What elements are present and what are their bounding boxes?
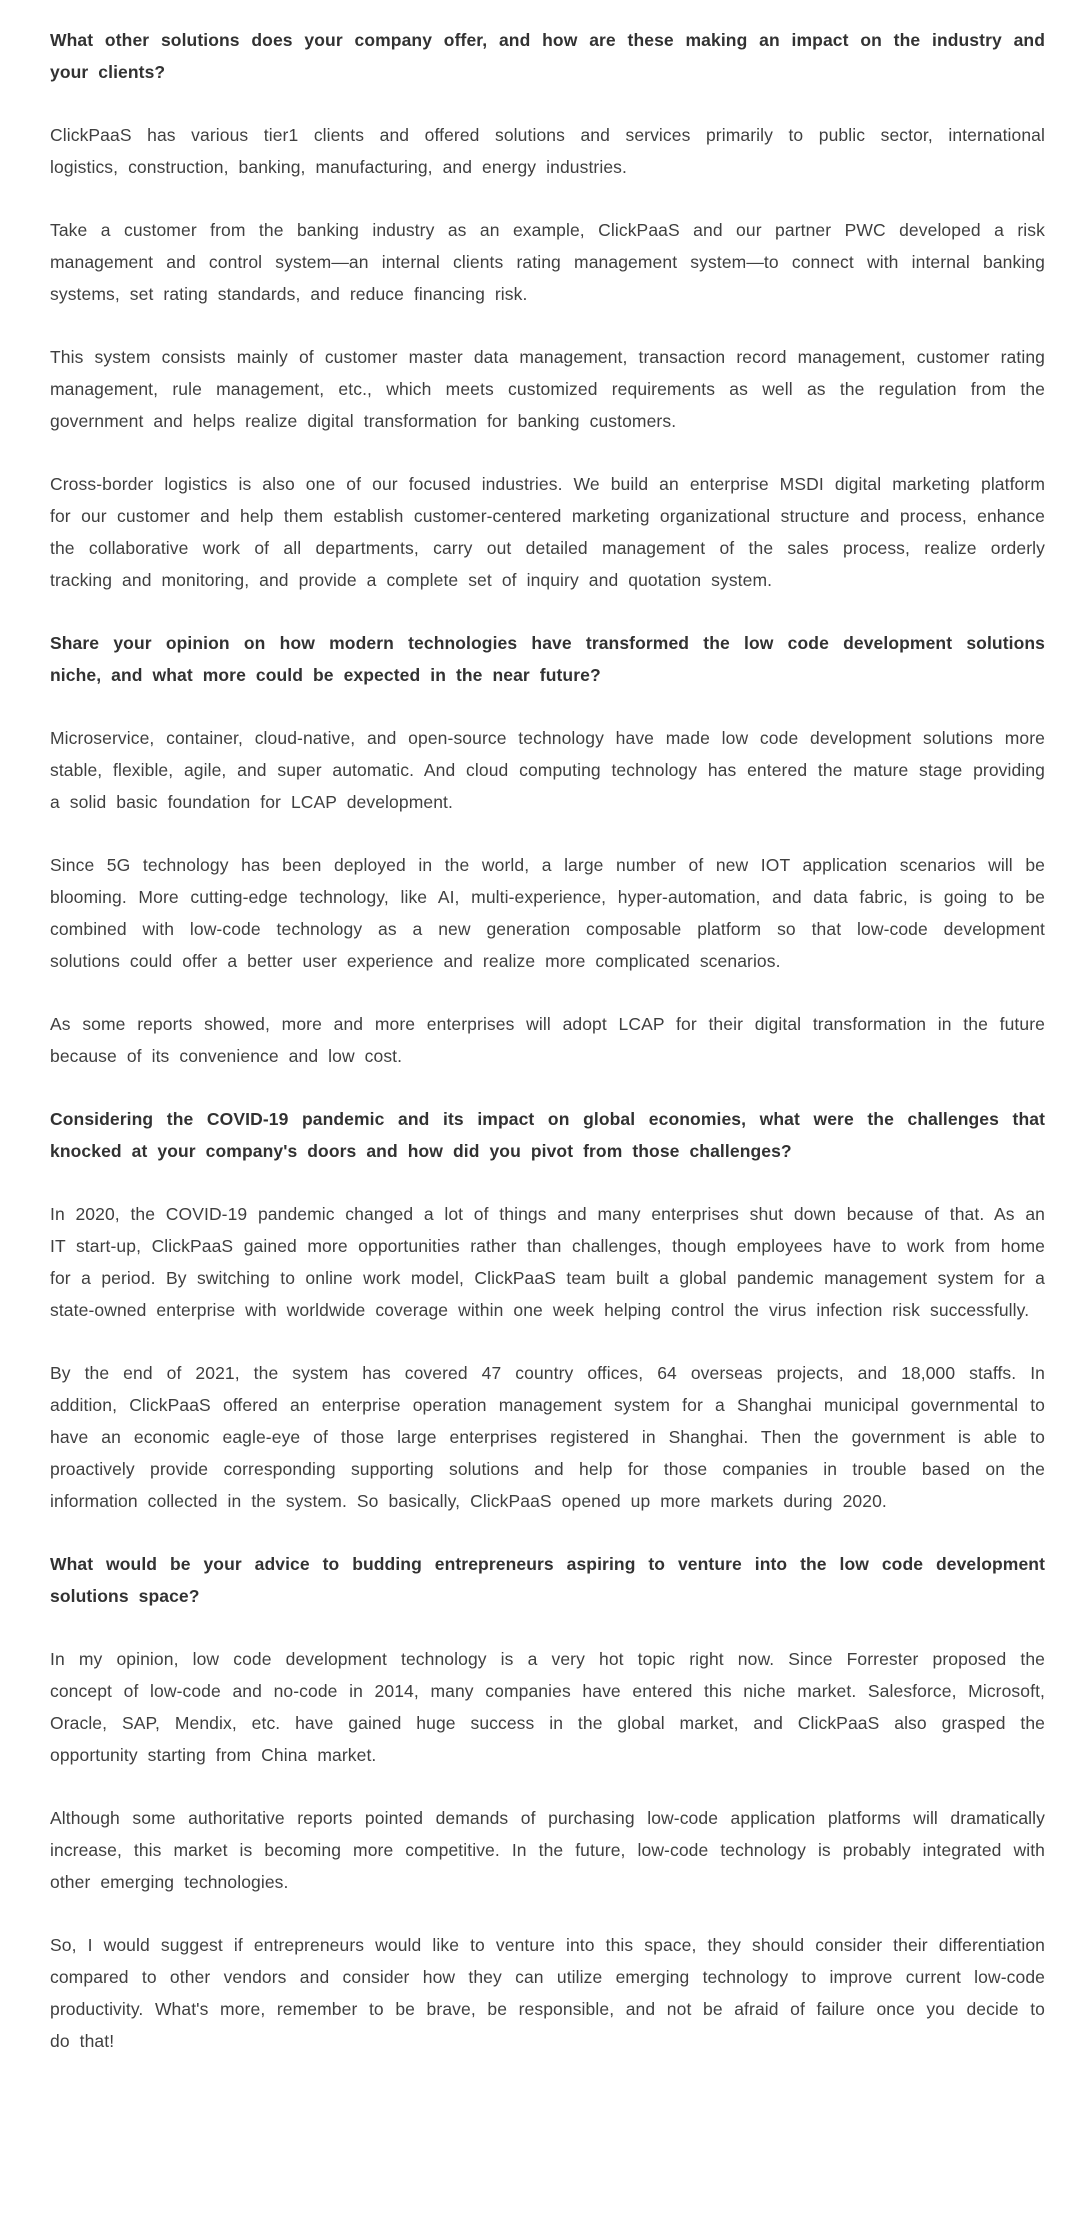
interview-answer-2-2: Since 5G technology has been deployed in the world, a large number of new IOT application scenarios will be blooming. More cutting-edge technology, like AI, multi-experience, hyper-automation, and data fabric, is going to be combined with low-code technology as a new generation composable platform so that low-code development solutions could offer a better user experience and realize more complicated scenarios.	[50, 855, 1045, 971]
interview-answer-3-1: In 2020, the COVID-19 pandemic changed a lot of things and many enterprises shut down because of that. As an IT start-up, ClickPaaS gained more opportunities rather than challenges, though employees have to work from home for a period. By switching to online work model, ClickPaaS team built a global pandemic management system for a state-owned enterprise with worldwide coverage within one week helping control the virus infection risk successfully.	[50, 1204, 1045, 1320]
interview-question-3: Considering the COVID-19 pandemic and its impact on global economies, what were the challenges that knocked at your company's doors and how did you pivot from those challenges?	[50, 1109, 1045, 1161]
interview-answer-1-3: This system consists mainly of customer master data management, transaction record management, customer rating management, rule management, etc., which meets customized requirements as well as the regulation from the government and helps realize digital transformation for banking customers.	[50, 347, 1045, 431]
interview-answer-1-4: Cross-border logistics is also one of our focused industries. We build an enterprise MSDI digital marketing platform for our customer and help them establish customer-centered marketing organizational structure and process, enhance the collaborative work of all departments, carry out detailed management of the sales process, realize orderly tracking and monitoring, and provide a complete set of inquiry and quotation system.	[50, 474, 1045, 590]
interview-answer-2-1: Microservice, container, cloud-native, and open-source technology have made low code development solutions more stable, flexible, agile, and super automatic. And cloud computing technology has entered the mature stage providing a solid basic foundation for LCAP development.	[50, 728, 1045, 812]
interview-answer-4-2: Although some authoritative reports pointed demands of purchasing low-code application platforms will dramatically increase, this market is becoming more competitive. In the future, low-code technology is probably integrated with other emerging technologies.	[50, 1808, 1045, 1892]
interview-answer-1-2: Take a customer from the banking industry as an example, ClickPaaS and our partner PWC developed a risk management and control system—an internal clients rating management system—to connect with internal banking systems, set rating standards, and reduce financing risk.	[50, 220, 1045, 304]
interview-answer-1-1: ClickPaaS has various tier1 clients and offered solutions and services primarily to public sector, international logistics, construction, banking, manufacturing, and energy industries.	[50, 125, 1045, 177]
interview-answer-4-3: So, I would suggest if entrepreneurs would like to venture into this space, they should consider their differentiation compared to other vendors and consider how they can utilize emerging technology to improve current low-code productivity. What's more, remember to be brave, be responsible, and not be afraid of failure once you decide to do that!	[50, 1935, 1045, 2051]
interview-answer-2-3: As some reports showed, more and more enterprises will adopt LCAP for their digital transformation in the future because of its convenience and low cost.	[50, 1014, 1045, 1066]
interview-answer-3-2: By the end of 2021, the system has covered 47 country offices, 64 overseas projects, and 18,000 staffs. In addition, ClickPaaS offered an enterprise operation management system for a Shanghai municipal governmental to have an economic eagle-eye of those large enterprises registered in Shanghai. Then the government is able to proactively provide corresponding supporting solutions and help for those companies in trouble based on the information collected in the system. So basically, ClickPaaS opened up more markets during 2020.	[50, 1363, 1045, 1511]
interview-question-2: Share your opinion on how modern technologies have transformed the low code development solutions niche, and what more could be expected in the near future?	[50, 633, 1045, 685]
interview-question-1: What other solutions does your company offer, and how are these making an impact on the industry and your clients?	[50, 30, 1045, 82]
interview-answer-4-1: In my opinion, low code development technology is a very hot topic right now. Since Forrester proposed the concept of low-code and no-code in 2014, many companies have entered this niche market. Salesforce, Microsoft, Oracle, SAP, Mendix, etc. have gained huge success in the global market, and ClickPaaS also grasped the opportunity starting from China market.	[50, 1649, 1045, 1765]
interview-question-4: What would be your advice to budding entrepreneurs aspiring to venture into the low code development solutions space?	[50, 1554, 1045, 1606]
